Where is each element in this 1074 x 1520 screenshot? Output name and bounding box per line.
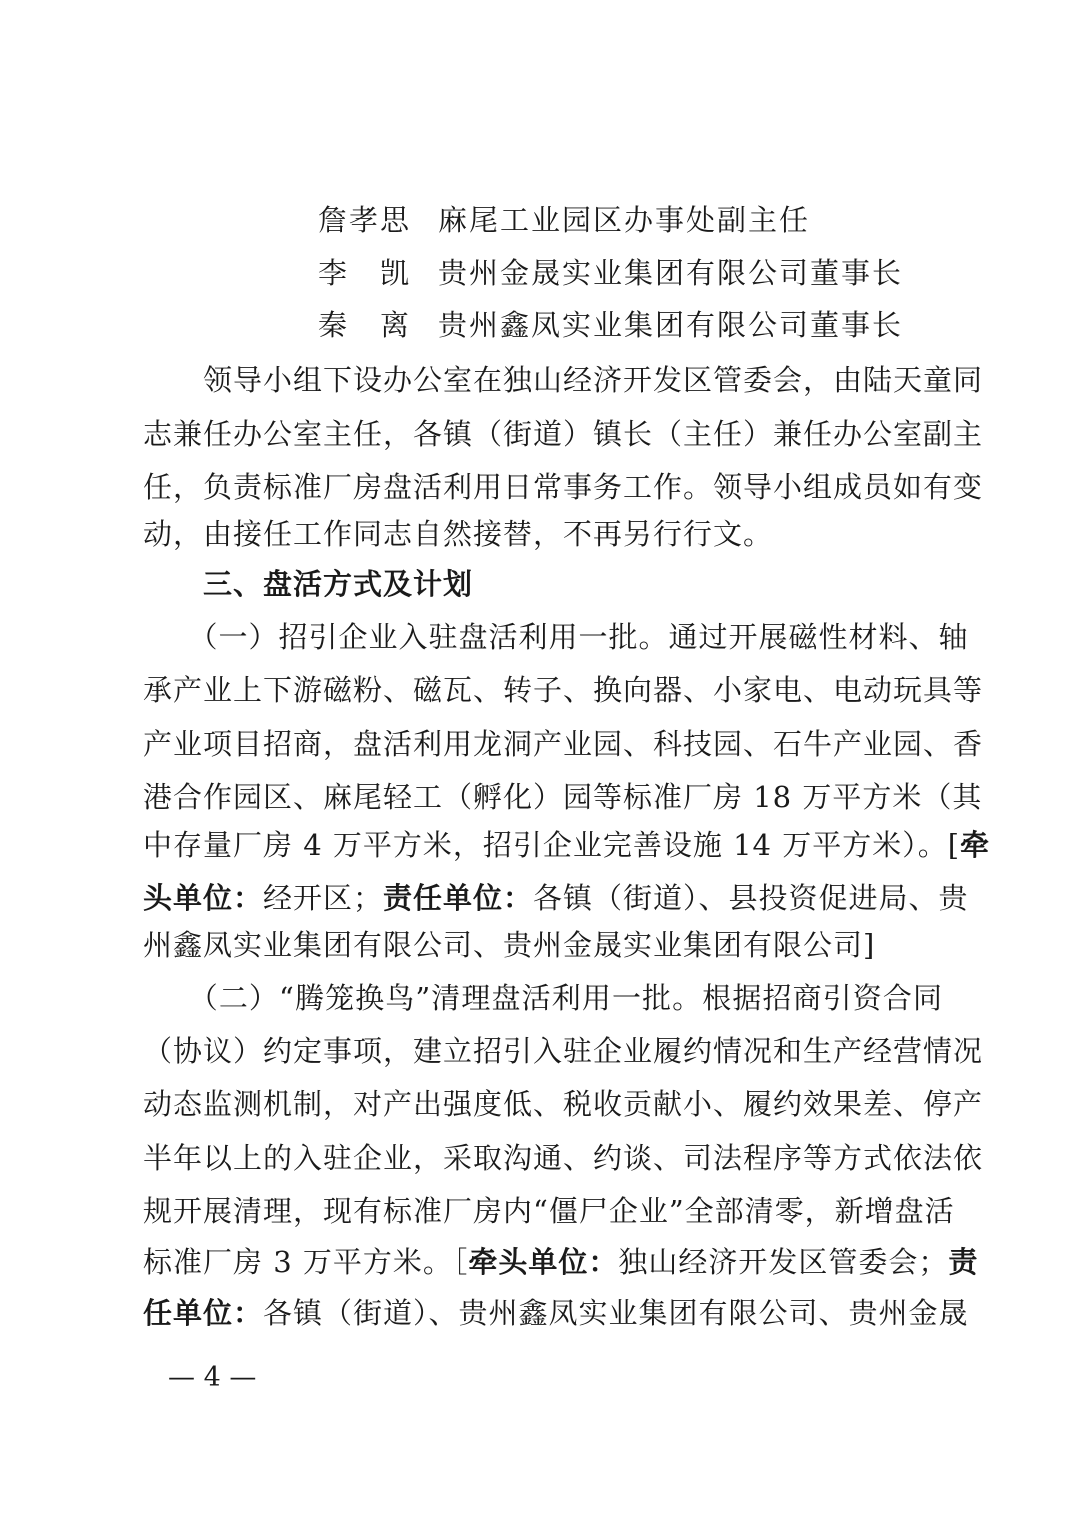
bold-label: 牵 bbox=[960, 828, 991, 862]
paragraph-line: 动，由接任工作同志自然接替，不再另行行文。 bbox=[143, 517, 774, 551]
member-name: 秦 离 bbox=[318, 308, 412, 342]
paragraph-line: 承产业上下游磁粉、磁瓦、转子、换向器、小家电、电动玩具等 bbox=[143, 673, 984, 707]
paragraph-line: 任，负责标准厂房盘活利用日常事务工作。领导小组成员如有变 bbox=[143, 470, 984, 504]
line-text: 经开区； bbox=[263, 881, 384, 915]
paragraph-line: 半年以上的入驻企业，采取沟通、约谈、司法程序等方式依法依 bbox=[143, 1141, 984, 1175]
line-text: 独山经济开发区管委会； bbox=[618, 1245, 949, 1279]
paragraph-line bbox=[143, 1286, 969, 1340]
paragraph-line: 港合作园区、麻尾轻工（孵化）园等标准厂房 18 万平方米（其 bbox=[143, 780, 983, 814]
paragraph-line: 志兼任办公室主任，各镇（街道）镇长（主任）兼任办公室副主 bbox=[143, 417, 984, 451]
section-heading: 三、盘活方式及计划 bbox=[143, 567, 474, 601]
member-row bbox=[318, 246, 903, 300]
member-row bbox=[318, 298, 903, 352]
paragraph-line: （一）招引企业入驻盘活利用一批。通过开展磁性材料、轴 bbox=[143, 620, 969, 654]
bold-label: 责 bbox=[948, 1245, 979, 1279]
page-number: — 4 — bbox=[168, 1362, 257, 1393]
responsible-unit-label: 责任单位： bbox=[383, 881, 534, 915]
paragraph-line: 动态监测机制，对产出强度低、税收贡献小、履约效果差、停产 bbox=[143, 1087, 984, 1121]
line-text: 中存量厂房 4 万平方米，招引企业完善设施 14 万平方米）。[ bbox=[143, 828, 961, 862]
member-name: 詹孝思 bbox=[318, 203, 412, 237]
paragraph-line: 领导小组下设办公室在独山经济开发区管委会，由陆天童同 bbox=[143, 363, 984, 397]
member-name: 李 凯 bbox=[318, 256, 412, 290]
member-title: 麻尾工业园区办事处副主任 bbox=[438, 203, 811, 237]
line-text: 各镇（街道）、县投资促进局、贵 bbox=[533, 881, 969, 915]
paragraph-line bbox=[143, 1235, 979, 1289]
responsible-unit-label: 任单位： bbox=[143, 1296, 264, 1330]
lead-unit-label: 牵头单位： bbox=[468, 1245, 619, 1279]
lead-unit-label: 头单位： bbox=[143, 881, 264, 915]
paragraph-line bbox=[143, 871, 969, 925]
paragraph-line: 规开展清理，现有标准厂房内“僵尸企业”全部清零，新增盘活 bbox=[143, 1194, 955, 1228]
paragraph-line: 州鑫凤实业集团有限公司、贵州金晟实业集团有限公司] bbox=[143, 928, 876, 962]
paragraph-line: （协议）约定事项，建立招引入驻企业履约情况和生产经营情况 bbox=[143, 1034, 984, 1068]
paragraph-line bbox=[143, 818, 991, 872]
line-text: 各镇（街道）、贵州鑫凤实业集团有限公司、贵州金晟 bbox=[263, 1296, 969, 1330]
paragraph-line: 产业项目招商，盘活利用龙洞产业园、科技园、石牛产业园、香 bbox=[143, 727, 984, 761]
member-title: 贵州鑫凤实业集团有限公司董事长 bbox=[438, 308, 904, 342]
member-row bbox=[318, 193, 810, 247]
paragraph-line: （二）“腾笼换鸟”清理盘活利用一批。根据招商引资合同 bbox=[143, 981, 943, 1015]
member-title: 贵州金晟实业集团有限公司董事长 bbox=[438, 256, 904, 290]
line-text: 标准厂房 3 万平方米。［ bbox=[143, 1245, 469, 1279]
